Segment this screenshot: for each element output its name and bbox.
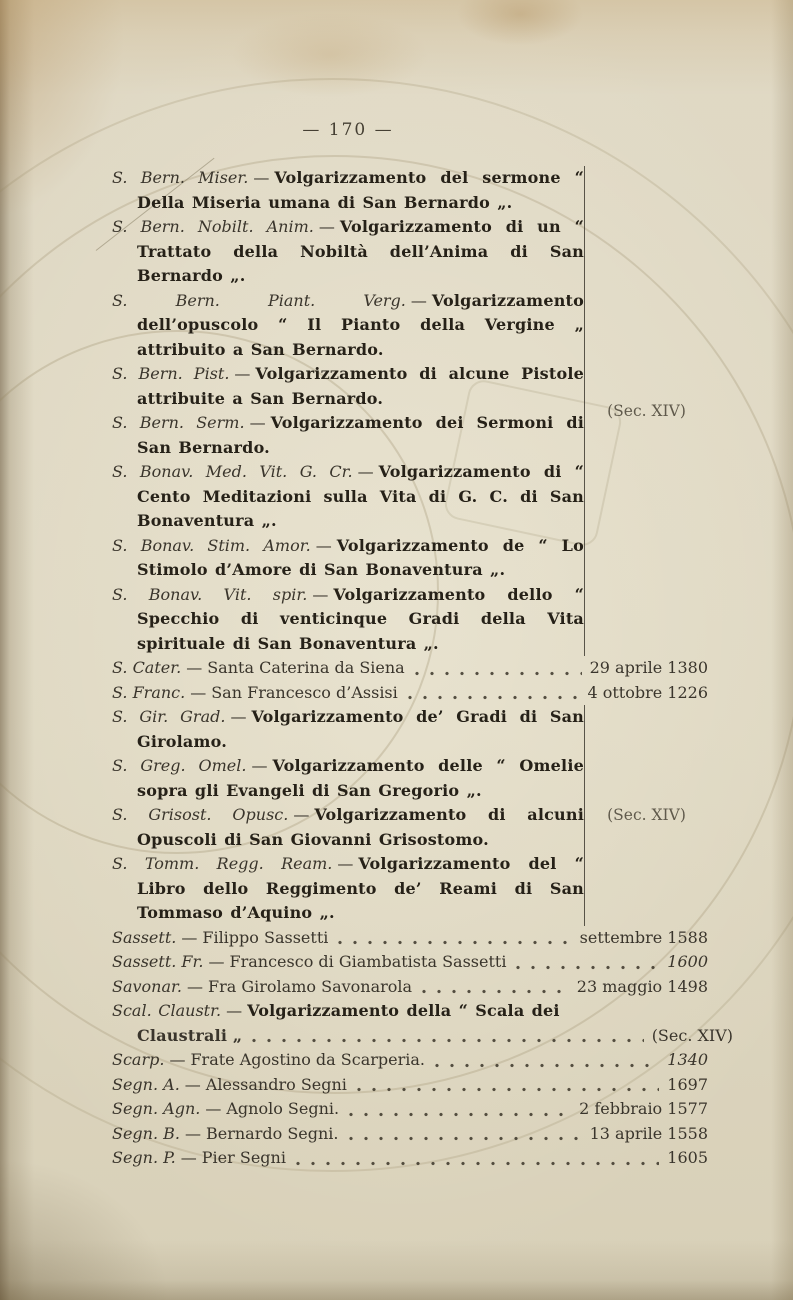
entry-description-continued: Claustrali „ xyxy=(137,1025,243,1045)
entry-abbreviation: S. Bonav. Med. Vit. G. Cr. xyxy=(112,462,353,481)
century-label: (Sec. XIV) xyxy=(607,806,686,824)
entry-date: 1600 xyxy=(667,952,708,971)
dot-leader xyxy=(338,940,571,945)
em-dash: — xyxy=(226,1001,243,1020)
list-entry xyxy=(112,999,708,1024)
list-entry xyxy=(112,1146,708,1171)
entry-description: Santa Caterina da Siena xyxy=(207,658,405,677)
list-entry xyxy=(112,583,584,657)
entry-abbreviation: S. Bonav. Vit. spir. xyxy=(112,584,308,604)
entry-abbreviation: Scarp. xyxy=(112,1050,165,1069)
entry-abbreviation: S. Bern. Pist. xyxy=(112,364,230,383)
entry-description: Francesco di Giambatista Sassetti xyxy=(229,952,507,971)
list-entry xyxy=(112,215,584,289)
list-entry xyxy=(112,1097,708,1122)
entry-abbreviation: Segn. Agn. xyxy=(112,1099,201,1118)
list-entry xyxy=(112,681,708,706)
entry-abbreviation: S. Cater. xyxy=(112,658,182,677)
entry-abbreviation: S. Franc. xyxy=(112,682,186,702)
entry-abbreviation: S. Bern. Miser. xyxy=(112,168,249,187)
list-entry xyxy=(112,362,584,411)
page-content xyxy=(112,120,733,1171)
entry-text xyxy=(112,1097,339,1122)
entry-abbreviation: Scal. Claustr. xyxy=(112,1001,222,1020)
entry-description: Volgarizzamento della “ Scala dei xyxy=(247,1001,560,1020)
dot-leader xyxy=(435,1063,659,1068)
list-entry xyxy=(112,166,584,215)
entry-description: Volgarizzamento de “ Lo Stimolo d’Amore di San Bonaventura „. xyxy=(137,535,585,579)
entry-abbreviation: S. Bonav. Stim. Amor. xyxy=(112,535,311,555)
em-dash: — xyxy=(293,805,310,824)
entry-description: Volgarizzamento dello “ Specchio di venticinque Gradi della Vita spirituale di San Bonaventura „. xyxy=(137,584,584,653)
list-entry xyxy=(112,975,708,1000)
entry-column xyxy=(112,166,584,656)
list-entry xyxy=(112,705,584,754)
entry-description: Volgarizzamento del “ Libro dello Reggimento de’ Reami di San Tommaso d’Aquino „. xyxy=(137,854,585,922)
dot-leader xyxy=(296,1161,659,1166)
entry-text xyxy=(112,681,398,706)
dot-leader xyxy=(349,1112,571,1117)
em-dash: — xyxy=(312,584,329,604)
dot-leader xyxy=(422,989,569,994)
entry-description: Volgarizzamento di alcune Pistole attribuite a San Bernardo. xyxy=(137,364,585,408)
entry-date: settembre 1588 xyxy=(579,927,708,947)
entry-abbreviation: Segn. A. xyxy=(112,1074,180,1094)
entry-description: Bernardo Segni. xyxy=(206,1123,339,1143)
entry-date: 1605 xyxy=(667,1148,708,1167)
entry-text xyxy=(112,1048,425,1073)
em-dash: — xyxy=(208,952,225,971)
century-label-column xyxy=(584,705,708,926)
em-dash: — xyxy=(169,1050,186,1069)
page-number: — 170 — xyxy=(302,120,394,140)
dot-leader xyxy=(349,1136,582,1141)
list-entry xyxy=(112,1048,708,1073)
entry-date: (Sec. XIV) xyxy=(651,1025,733,1045)
em-dash: — xyxy=(357,462,374,481)
em-dash: — xyxy=(205,1099,222,1118)
entry-description: Volgarizzamento di alcuni Opuscoli di San Giovanni Grisostomo. xyxy=(137,805,584,849)
em-dash: — xyxy=(185,1123,201,1143)
entry-text xyxy=(112,1146,286,1171)
list-entry xyxy=(112,460,584,534)
entry-date: 23 maggio 1498 xyxy=(576,976,708,996)
entry-date: 13 aprile 1558 xyxy=(589,1123,708,1143)
entry-abbreviation: Segn. B. xyxy=(112,1123,180,1143)
list-entry xyxy=(112,1122,708,1147)
entry-date: 4 ottobre 1226 xyxy=(587,682,708,702)
entry-description: Pier Segni xyxy=(201,1148,286,1167)
list-entry xyxy=(112,754,584,803)
entry-description: Fra Girolamo Savonarola xyxy=(208,976,413,996)
entry-description: Volgarizzamento del sermone “ Della Miseria umana di San Bernardo „. xyxy=(137,168,584,212)
entry-text xyxy=(137,1024,242,1049)
entry-date: 2 febbraio 1577 xyxy=(579,1099,708,1118)
century-label: (Sec. XIV) xyxy=(607,401,686,420)
em-dash: — xyxy=(315,535,332,555)
em-dash: — xyxy=(253,168,270,187)
list-entry-continuation xyxy=(112,1024,733,1049)
entry-abbreviation: S. Bern. Piant. Verg. xyxy=(112,290,406,310)
em-dash: — xyxy=(410,290,427,310)
entry-group xyxy=(112,705,708,926)
entry-description: Agnolo Segni. xyxy=(226,1099,340,1118)
entry-abbreviation: Segn. P. xyxy=(112,1148,176,1167)
em-dash: — xyxy=(187,976,203,996)
entry-abbreviation: Sassett. xyxy=(112,927,177,947)
em-dash: — xyxy=(186,658,203,677)
dot-leader xyxy=(357,1087,659,1092)
entry-abbreviation: Savonar. xyxy=(112,976,182,996)
entry-description: Volgarizzamento dei Sermoni di San Bernardo. xyxy=(137,413,585,457)
entry-description: San Francesco d’Assisi xyxy=(211,682,398,702)
list-entry xyxy=(112,926,708,951)
em-dash: — xyxy=(318,217,335,236)
list-entry xyxy=(112,852,584,926)
entry-text xyxy=(112,1122,339,1147)
entry-text xyxy=(112,926,328,951)
em-dash: — xyxy=(190,682,207,702)
em-dash: — xyxy=(249,413,266,432)
entry-text xyxy=(112,950,506,975)
dot-leader xyxy=(415,671,582,676)
entry-text xyxy=(112,656,405,681)
em-dash: — xyxy=(251,756,268,775)
dot-leader xyxy=(408,695,580,700)
entry-date: 1697 xyxy=(667,1074,708,1094)
entry-description: Volgarizzamento de’ Gradi di San Girolamo. xyxy=(137,707,584,751)
entry-date: 29 aprile 1380 xyxy=(589,658,708,677)
entry-date: 1340 xyxy=(667,1050,708,1069)
entry-description: Volgarizzamento dell’opuscolo “ Il Pianto della Vergine „ attribuito a San Bernardo. xyxy=(137,290,584,359)
em-dash: — xyxy=(184,1074,201,1094)
entry-abbreviation: S. Bern. Nobilt. Anim. xyxy=(112,217,314,236)
list-entry xyxy=(112,803,584,852)
em-dash: — xyxy=(234,364,251,383)
abbreviation-list xyxy=(112,166,733,1171)
em-dash: — xyxy=(230,707,247,726)
list-entry xyxy=(112,656,708,681)
entry-text xyxy=(112,1073,347,1098)
entry-abbreviation: Sassett. Fr. xyxy=(112,952,204,971)
entry-abbreviation: S. Bern. Serm. xyxy=(112,413,245,432)
em-dash: — xyxy=(337,854,354,873)
entry-description: Volgarizzamento di “ Cento Meditazioni sulla Vita di G. C. di San Bonaventura „. xyxy=(137,462,584,530)
em-dash: — xyxy=(181,927,198,947)
entry-description: Alessandro Segni xyxy=(205,1074,347,1094)
entry-description: Filippo Sassetti xyxy=(202,927,329,947)
entry-abbreviation: S. Tomm. Regg. Ream. xyxy=(112,854,333,873)
entry-description: Volgarizzamento delle “ Omelie sopra gli Evangeli di San Gregorio „. xyxy=(137,756,584,800)
dot-leader xyxy=(516,965,659,970)
century-label-column xyxy=(584,166,708,656)
entry-text xyxy=(112,975,412,1000)
list-entry xyxy=(112,534,584,583)
entry-abbreviation: S. Greg. Omel. xyxy=(112,756,247,775)
entry-description: Frate Agostino da Scarperia. xyxy=(190,1050,425,1069)
entry-column xyxy=(112,705,584,926)
list-entry xyxy=(112,950,708,975)
entry-description: Volgarizzamento di un “ Trattato della Nobiltà dell’Anima di San Bernardo „. xyxy=(137,217,584,285)
entry-group xyxy=(112,166,708,656)
dot-leader xyxy=(252,1038,643,1043)
em-dash: — xyxy=(180,1148,197,1167)
list-entry xyxy=(112,1073,708,1098)
entry-abbreviation: S. Gir. Grad. xyxy=(112,707,226,726)
list-entry xyxy=(112,411,584,460)
entry-abbreviation: S. Grisost. Opusc. xyxy=(112,805,289,824)
list-entry xyxy=(112,289,584,363)
